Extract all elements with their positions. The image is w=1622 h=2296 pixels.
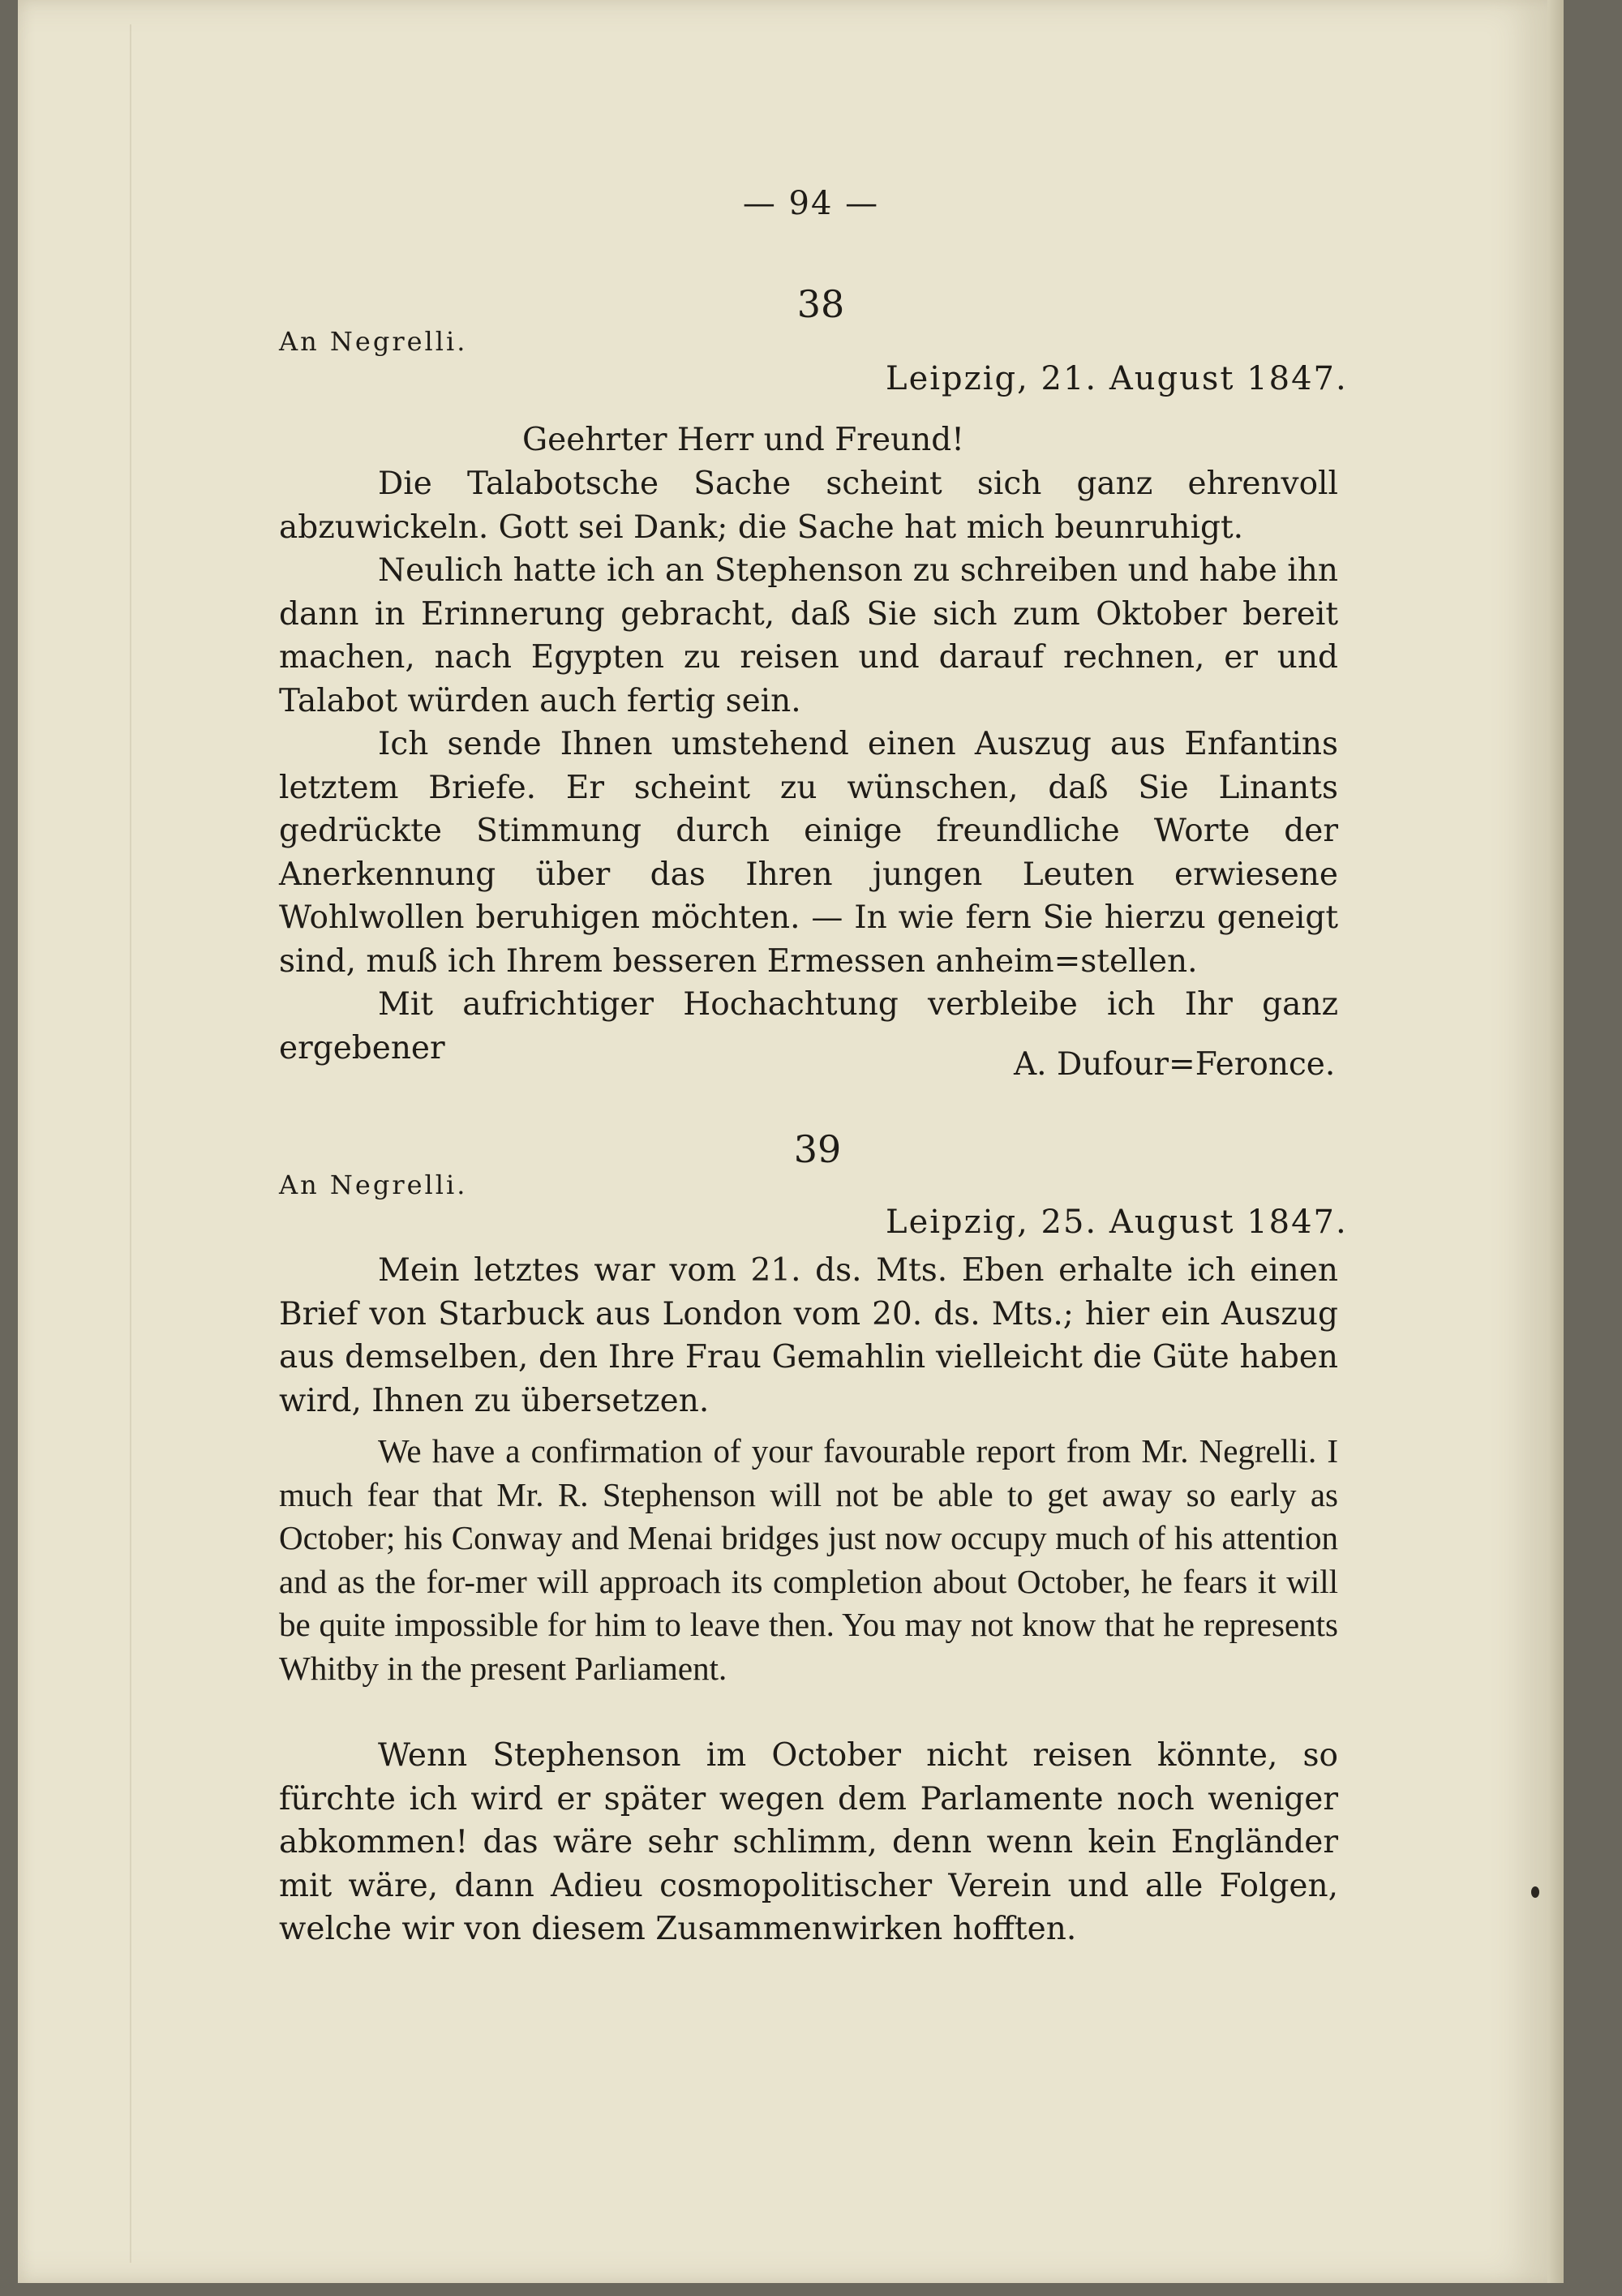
letter-paragraph: Wenn Stephenson im October nicht reisen könnte, so fürchte ich wird er später wegen dem Parlamente noch weniger abkommen! das wäre sehr schlimm, denn wenn kein Engländer mit wäre, dann Adieu cosmopolitischer Verein und alle Folgen, welche wir von diesem Zusammenwirken hofften. <box>279 1737 1338 1947</box>
letter-signature: A. Dufour=Feronce. <box>1014 1046 1336 1083</box>
letter-recipient: An Negrelli. <box>279 1169 468 1200</box>
letter-dateline: Leipzig, 25. August 1847. <box>886 1204 1348 1241</box>
letter-paragraph: Die Talabotsche Sache scheint sich ganz ehrenvoll abzuwickeln. Gott sei Dank; die Sache hat mich beunruhigt. <box>279 466 1338 546</box>
letter-paragraph: Ich sende Ihnen umstehend einen Auszug aus Enfantins letztem Briefe. Er scheint zu wünschen, daß Sie Linants gedrückte Stimmung durch einige freundliche Worte der Anerkennung über das Ihren jungen Leuten erwiesene Wohlwollen beruhigen möchten. — In wie fern Sie hierzu geneigt sind, muß ich Ihrem besseren Ermessen anheim=stellen. <box>279 726 1338 980</box>
page-number: — 94 — <box>742 185 880 222</box>
ink-speck <box>1531 1886 1539 1898</box>
quoted-english-passage: We have a confirmation of your favourable report from Mr. Negrelli. I much fear that Mr. R. Stephenson will not be able to get away so early as October; his Conway and Menai bridges just now occupy much of his attention and as the for-mer will approach its completion about October, he fears it will be quite impossible for him to leave then. You may not know that he represents Whitby in the present Parliament. <box>279 1432 1338 1687</box>
letter-paragraph: Mein letztes war vom 21. ds. Mts. Eben erhalte ich einen Brief von Starbuck aus London vom 20. ds. Mts.; hier ein Auszug aus demselben, den Ihre Frau Gemahlin vielleicht die Güte haben wird, Ihnen zu übersetzen. <box>279 1252 1338 1419</box>
letter-number: 39 <box>793 1127 842 1171</box>
letter-paragraph: Neulich hatte ich an Stephenson zu schreiben und habe ihn dann in Erinnerung gebracht, daß Sie sich zum Oktober bereit machen, nach Egypten zu reisen und darauf rechnen, er und Talabot würden auch fertig sein. <box>279 552 1338 719</box>
letter-number: 38 <box>796 282 845 326</box>
letter-salutation: Geehrter Herr und Freund! <box>522 422 964 458</box>
letter-recipient: An Negrelli. <box>279 326 468 357</box>
page-edge <box>1547 0 1564 2283</box>
letter-paragraph: Mit aufrichtiger Hochachtung verbleibe ich Ihr ganz ergebener <box>279 986 1338 1066</box>
letter-dateline: Leipzig, 21. August 1847. <box>886 360 1348 397</box>
